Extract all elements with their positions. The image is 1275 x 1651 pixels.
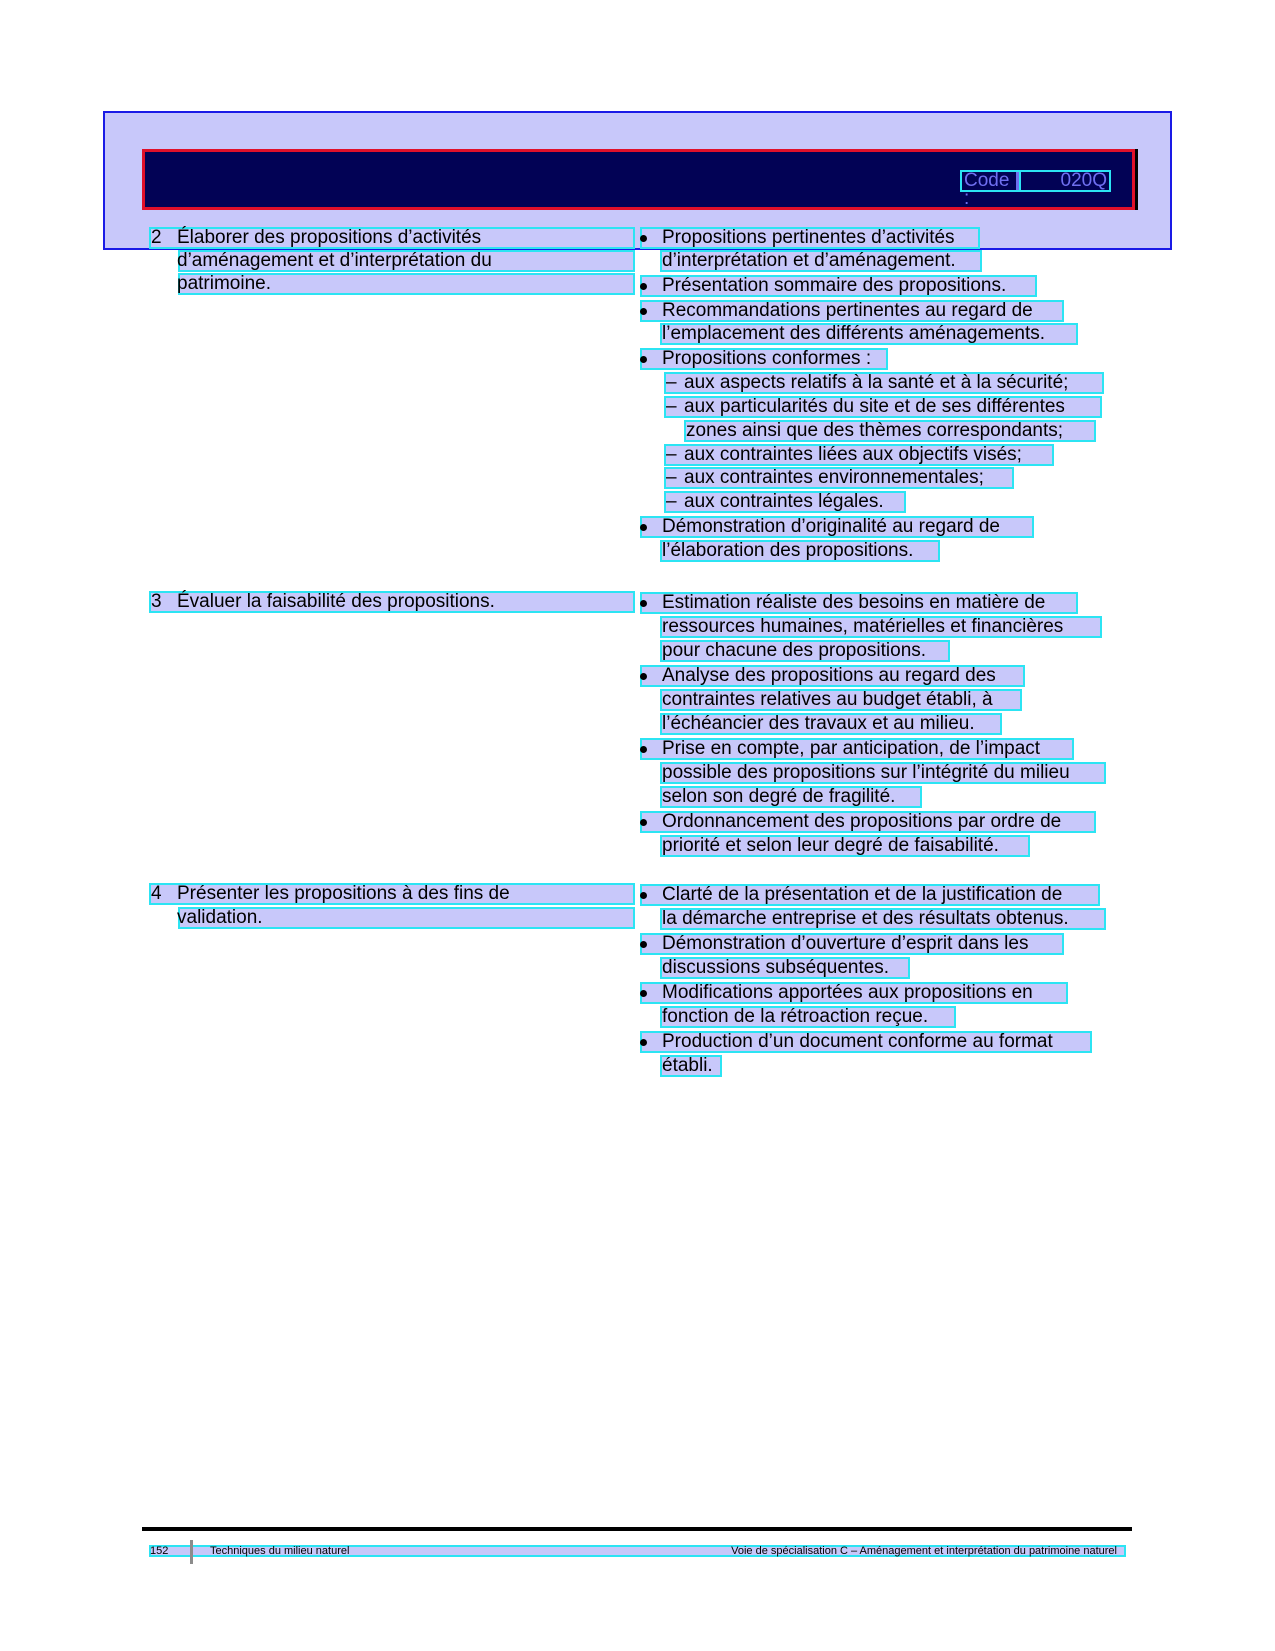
criterion-line: l’élaboration des propositions. <box>662 540 914 561</box>
criterion-line: discussions subséquentes. <box>662 957 890 978</box>
criterion-line: Modifications apportées aux propositions en <box>662 982 1033 1003</box>
element-text-line: Évaluer la faisabilité des propositions. <box>177 591 495 612</box>
criterion-line: la démarche entreprise et des résultats obtenus. <box>662 908 1069 929</box>
criterion-line: Clarté de la présentation et de la justification de <box>662 884 1063 905</box>
criterion-line: Propositions conformes : <box>662 348 872 369</box>
dash-icon: – <box>666 491 677 512</box>
bullet-icon <box>640 235 647 242</box>
criterion-line: établi. <box>662 1055 713 1076</box>
dash-icon: – <box>666 444 677 465</box>
criterion-line: Estimation réaliste des besoins en matière de <box>662 592 1046 613</box>
element-text-line: d’aménagement et d’interprétation du <box>177 250 492 271</box>
criterion-line: pour chacune des propositions. <box>662 640 927 661</box>
element-text-line: validation. <box>177 907 263 928</box>
code-value: 020Q <box>1019 170 1111 192</box>
bullet-icon <box>640 308 647 315</box>
criterion-line: priorité et selon leur degré de faisabilité. <box>662 835 999 856</box>
criterion-line: Propositions pertinentes d’activités <box>662 227 955 248</box>
bullet-icon <box>640 283 647 290</box>
footer-separator <box>190 1540 193 1564</box>
element-number: 2 <box>151 227 162 248</box>
bullet-icon <box>640 941 647 948</box>
bullet-icon <box>640 600 647 607</box>
bullet-icon <box>640 892 647 899</box>
code-label: Code : <box>960 170 1020 192</box>
criterion-line: possible des propositions sur l’intégrité du milieu <box>662 762 1070 783</box>
dash-icon: – <box>666 467 677 488</box>
criterion-line: Présentation sommaire des propositions. <box>662 275 1007 296</box>
criterion-line: selon son degré de fragilité. <box>662 786 896 807</box>
criterion-line: Démonstration d’ouverture d’esprit dans les <box>662 933 1029 954</box>
page-number: 152 <box>150 1545 169 1557</box>
bullet-icon <box>640 673 647 680</box>
dash-icon: – <box>666 396 677 417</box>
sub-criterion: aux contraintes légales. <box>684 491 884 512</box>
element-text-line: patrimoine. <box>177 273 271 294</box>
bullet-icon <box>640 746 647 753</box>
element-number: 4 <box>151 883 162 904</box>
criterion-line: Production d’un document conforme au format <box>662 1031 1053 1052</box>
criterion-line: fonction de la rétroaction reçue. <box>662 1006 929 1027</box>
bullet-icon <box>640 524 647 531</box>
element-text-line: Élaborer des propositions d’activités <box>177 227 482 248</box>
footer-program: Techniques du milieu naturel <box>210 1545 350 1557</box>
bullet-icon <box>640 819 647 826</box>
criterion-line: Démonstration d’originalité au regard de <box>662 516 1000 537</box>
sub-criterion: zones ainsi que des thèmes correspondants; <box>686 420 1064 441</box>
element-number: 3 <box>151 591 162 612</box>
criterion-line: Analyse des propositions au regard des <box>662 665 996 686</box>
criterion-line: ressources humaines, matérielles et financières <box>662 616 1064 637</box>
sub-criterion: aux aspects relatifs à la santé et à la sécurité; <box>684 372 1069 393</box>
bullet-icon <box>640 990 647 997</box>
bullet-icon <box>640 356 647 363</box>
sub-criterion: aux contraintes environnementales; <box>684 467 984 488</box>
criterion-line: Prise en compte, par anticipation, de l’impact <box>662 738 1041 759</box>
bullet-icon <box>640 1039 647 1046</box>
element-text-line: Présenter les propositions à des fins de <box>177 883 510 904</box>
criterion-line: l’emplacement des différents aménagements. <box>662 323 1046 344</box>
criterion-line: l’échéancier des travaux et au milieu. <box>662 713 975 734</box>
criterion-line: d’interprétation et d’aménagement. <box>662 250 956 271</box>
footer-track: Voie de spécialisation C – Aménagement et interprétation du patrimoine naturel <box>731 1545 1117 1557</box>
sub-criterion: aux particularités du site et de ses différentes <box>684 396 1065 417</box>
criterion-line: contraintes relatives au budget établi, à <box>662 689 993 710</box>
dash-icon: – <box>666 372 677 393</box>
footer-rule <box>142 1527 1132 1531</box>
criterion-line: Recommandations pertinentes au regard de <box>662 300 1033 321</box>
sub-criterion: aux contraintes liées aux objectifs visés; <box>684 444 1022 465</box>
criterion-line: Ordonnancement des propositions par ordre de <box>662 811 1062 832</box>
